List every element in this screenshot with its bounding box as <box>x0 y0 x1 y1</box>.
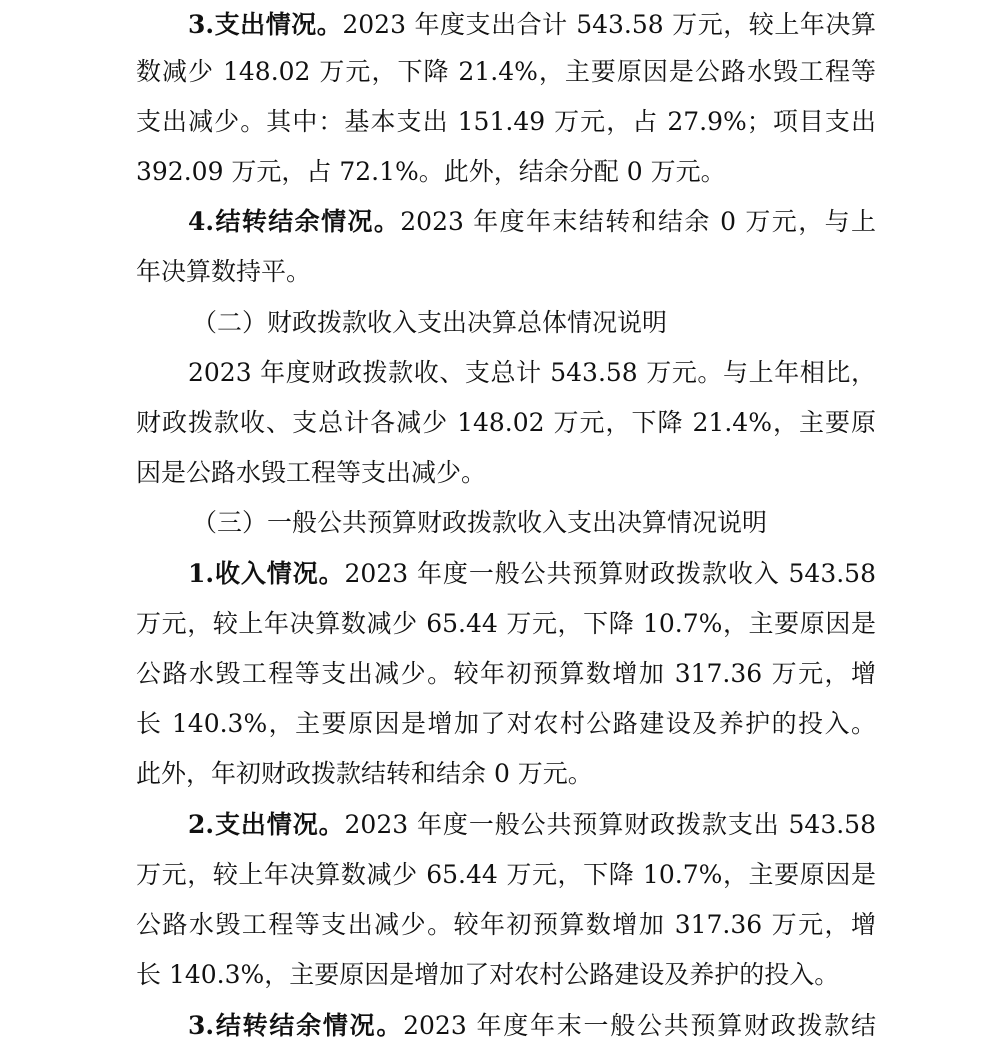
paragraph-line <box>188 197 876 247</box>
section-title-text: （二）财政拨款收入支出决算总体情况说明 <box>192 308 668 337</box>
line-text: 2023 年度一般公共预算财政拨款支出 543.58 <box>344 810 876 839</box>
paragraph-line <box>136 147 876 197</box>
line-text: 支出减少。其中：基本支出 151.49 万元，占 27.9%；项目支出 <box>136 107 876 136</box>
paragraph-line <box>188 0 876 50</box>
paragraph-line <box>136 749 876 799</box>
paragraph-line <box>136 97 876 147</box>
section-title <box>192 298 876 348</box>
section-heading-income: 1.收入情况。 <box>188 559 345 588</box>
line-text: 万元，较上年决算数减少 65.44 万元，下降 10.7%，主要原因是 <box>136 609 876 638</box>
paragraph-line <box>136 247 876 297</box>
line-text: 因是公路水毁工程等支出减少。 <box>136 458 487 487</box>
section-heading-carryover: 4.结转结余情况。 <box>188 207 401 236</box>
paragraph-line <box>188 800 876 850</box>
paragraph-line <box>136 950 876 1000</box>
paragraph-line <box>188 549 876 599</box>
line-text: 2023 年度一般公共预算财政拨款收入 543.58 <box>344 559 876 588</box>
paragraph-line <box>136 699 876 749</box>
section-heading-expenditure: 2.支出情况。 <box>188 810 345 839</box>
paragraph-line <box>188 348 876 398</box>
section-title-text: （三）一般公共预算财政拨款收入支出决算情况说明 <box>192 508 768 537</box>
paragraph-line <box>136 599 876 649</box>
line-text: 长 140.3%，主要原因是增加了对农村公路建设及养护的投入。 <box>136 709 876 738</box>
line-text: 数减少 148.02 万元，下降 21.4%，主要原因是公路水毁工程等 <box>136 57 876 86</box>
line-text: 长 140.3%，主要原因是增加了对农村公路建设及养护的投入。 <box>136 960 840 989</box>
paragraph-line <box>136 47 876 97</box>
paragraph-line <box>188 1001 876 1051</box>
line-text: 公路水毁工程等支出减少。较年初预算数增加 317.36 万元，增 <box>136 910 876 939</box>
paragraph-line <box>136 900 876 950</box>
line-text: 公路水毁工程等支出减少。较年初预算数增加 317.36 万元，增 <box>136 659 876 688</box>
line-text: 392.09 万元，占 72.1%。此外，结余分配 0 万元。 <box>136 157 726 186</box>
line-text: 2023 年度支出合计 543.58 万元，较上年决算 <box>342 10 876 39</box>
paragraph-line <box>136 398 876 448</box>
line-text: 年决算数持平。 <box>136 257 312 286</box>
paragraph-line <box>136 850 876 900</box>
section-title <box>192 498 876 548</box>
paragraph-line <box>136 649 876 699</box>
line-text: 2023 年度年末结转和结余 0 万元，与上 <box>400 207 876 236</box>
section-heading-expenditure: 3.支出情况。 <box>188 10 343 39</box>
line-text: 2023 年度财政拨款收、支总计 543.58 万元。与上年相比， <box>188 358 876 387</box>
line-text: 2023 年度年末一般公共预算财政拨款结 <box>403 1011 876 1040</box>
paragraph-line <box>136 448 876 498</box>
line-text: 此外，年初财政拨款结转和结余 0 万元。 <box>136 759 593 788</box>
line-text: 万元，较上年决算数减少 65.44 万元，下降 10.7%，主要原因是 <box>136 860 876 889</box>
line-text: 财政拨款收、支总计各减少 148.02 万元，下降 21.4%，主要原 <box>136 408 876 437</box>
section-heading-carryover: 3.结转结余情况。 <box>188 1011 404 1040</box>
